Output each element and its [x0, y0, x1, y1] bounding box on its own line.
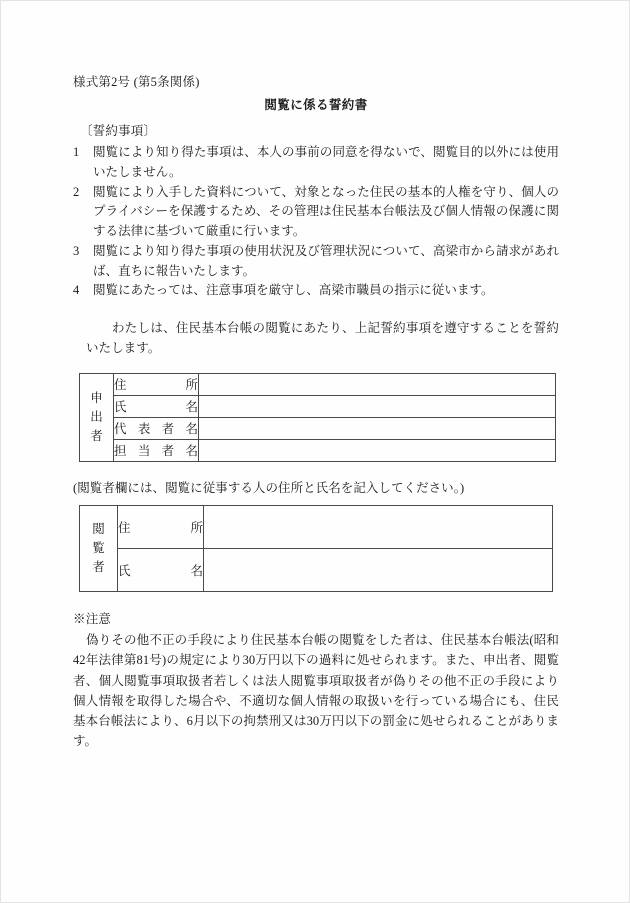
- table-row: [80, 395, 556, 417]
- browser-group-label: [80, 506, 118, 592]
- field-label-contact-name: 担 当 者 名: [114, 439, 199, 461]
- browser-group-label-char: 閲: [92, 522, 105, 537]
- field-value-address[interactable]: [199, 373, 556, 395]
- form-number: 様式第2号 (第5条関係): [73, 75, 200, 89]
- inter-table-note: (閲覧者欄には、閲覧に従事する人の住所と氏名を記入してください。): [73, 480, 465, 495]
- browser-group-label-char: 覧: [92, 541, 105, 556]
- caution-section: [73, 609, 559, 752]
- pledge-statement: わたしは、住民基本台帳の閲覧にあたり、上記誓約事項を遵守することを誓約いたします。: [86, 321, 559, 355]
- field-value-name[interactable]: [199, 395, 556, 417]
- applicant-group-label-char: 申: [90, 391, 103, 405]
- caution-text: 偽りその他不正の手段により住民基本台帳の閲覧をした者は、住民基本台帳法(昭和42年法律第81号)の規定により30万円以下の過料に処せられます。また、申出者、閲覧者、個人閲覧事項取扱者若しくは法人閲覧事項取扱者が偽りその他不正の手段により個人情報を取得した場合や、不適切な個人情報の取扱いを行っている場合にも、住民基本台帳法により、6月以下の拘禁刑又は30万円以下の罰金に処せられることがあります。: [73, 633, 559, 749]
- table-row: [80, 549, 553, 592]
- field-value-browser-name[interactable]: [204, 549, 553, 592]
- clause-item: [73, 242, 559, 282]
- browser-table: [79, 505, 553, 592]
- caution-heading: ※注意: [73, 612, 112, 626]
- field-label-browser-name: 氏 名: [118, 549, 204, 592]
- field-label-address: 住 所: [114, 373, 199, 395]
- field-label-representative-name: 代 表 者 名: [114, 417, 199, 439]
- pledge-items-heading: 〔誓約事項〕: [80, 123, 157, 138]
- clause-number: 1: [73, 145, 80, 160]
- clause-number: 4: [73, 283, 80, 298]
- clause-item: [73, 183, 559, 242]
- document-content: [73, 73, 559, 752]
- clause-text: 閲覧により知り得た事項の使用状況及び管理状況について、高梁市から請求があれば、直ちに報告いたします。: [93, 243, 559, 278]
- applicant-group-label-char: 者: [90, 428, 103, 443]
- field-value-representative-name[interactable]: [199, 417, 556, 439]
- field-label-name: 氏 名: [114, 395, 199, 417]
- browser-group-label-char: 者: [92, 559, 105, 574]
- clause-number: 3: [73, 243, 80, 258]
- page-title: 閲覧に係る誓約書: [264, 98, 368, 113]
- table-row: [80, 439, 556, 461]
- applicant-group-label: [80, 373, 114, 461]
- table-row: [80, 373, 556, 395]
- clause-text: 閲覧にあたっては、注意事項を厳守し、高梁市職員の指示に従います。: [93, 283, 494, 298]
- table-row: [80, 417, 556, 439]
- clause-text: 閲覧により入手した資料について、対象となった住民の基本的人権を守り、個人のプライバシーを保護するため、その管理は住民基本台帳法及び個人情報の保護に関する法律に基づいて厳重に行います。: [93, 184, 559, 239]
- table-row: [80, 506, 553, 549]
- field-label-browser-address: 住 所: [118, 506, 204, 549]
- clause-number: 2: [73, 184, 80, 199]
- clause-item: [73, 143, 559, 183]
- field-value-contact-name[interactable]: [199, 439, 556, 461]
- field-value-browser-address[interactable]: [204, 506, 553, 549]
- applicant-group-label-char: 出: [90, 409, 103, 424]
- clause-list: [73, 143, 559, 301]
- clause-text: 閲覧により知り得た事項は、本人の事前の同意を得ないで、閲覧目的以外には使用いたしません。: [93, 145, 559, 179]
- applicant-table: [79, 373, 556, 462]
- clause-item: [73, 281, 559, 301]
